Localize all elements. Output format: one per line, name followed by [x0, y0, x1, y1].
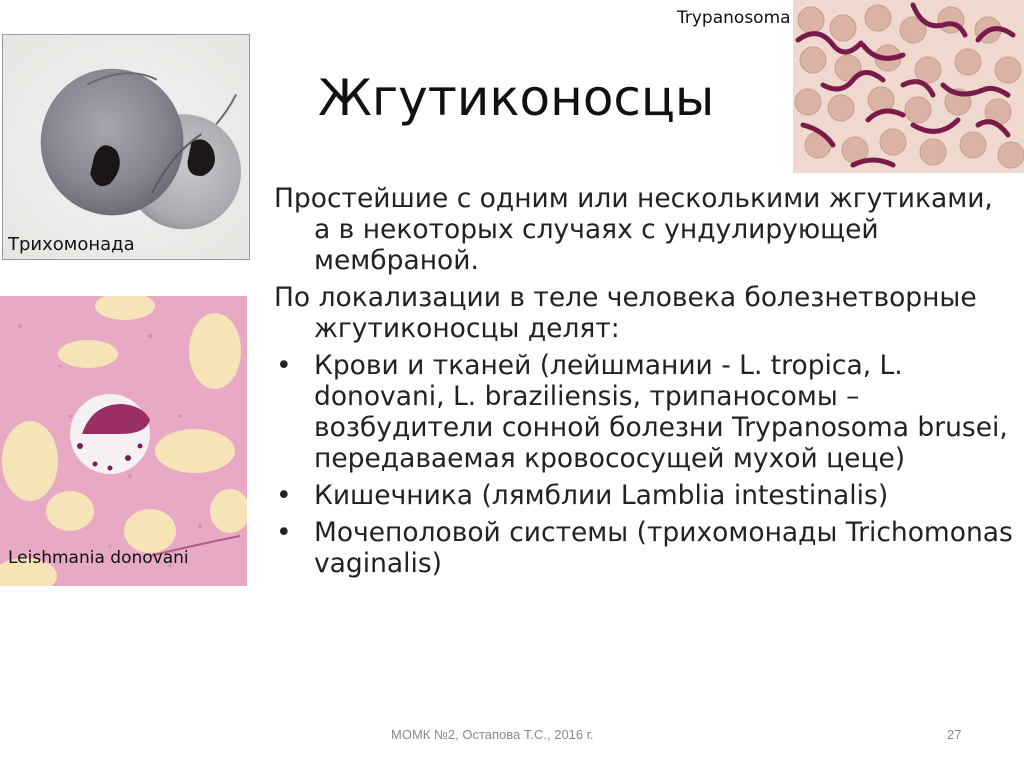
slide-body	[274, 183, 1014, 585]
page-number: 27	[947, 727, 962, 742]
trypanosoma-label: Trypanosoma	[677, 8, 791, 28]
bullet-icon: •	[276, 517, 292, 548]
trichomonas-image	[2, 34, 250, 260]
bullet-item-urogenital	[274, 517, 1014, 579]
trichomonas-label: Трихомонада	[8, 234, 135, 255]
bullet-list	[274, 350, 1014, 579]
bullet-icon: •	[276, 350, 292, 381]
bullet-icon: •	[276, 480, 292, 511]
bullet-text: Крови и тканей (лейшмании - L. tropica, L. donovani, L. braziliensis, трипаносомы – возбудители сонной болезни Trypanosoma brusei, передаваемая кровососущей мухой цеце)	[314, 350, 1008, 474]
bullet-item-blood	[274, 350, 1014, 474]
slide-footer: МОМК №2, Остапова Т.С., 2016 г.	[391, 727, 594, 742]
bullet-text: Мочеполовой системы (трихомонады Trichomonas vaginalis)	[314, 517, 1013, 579]
leishmania-label: Leishmania donovani	[8, 548, 189, 568]
paragraph-localization: По локализации в теле человека болезнетворные жгутиконосцы делят:	[274, 282, 977, 344]
leishmania-image	[0, 296, 247, 586]
trypanosoma-image	[793, 0, 1024, 173]
paragraph-intro: Простейшие с одним или несколькими жгутиками, а в некоторых случаях с ундулирующей мембраной.	[274, 183, 993, 276]
bullet-text: Кишечника (лямблии Lamblia intestinalis)	[314, 480, 889, 511]
bullet-item-intestine	[274, 480, 1014, 511]
slide-title: Жгутиконосцы	[318, 69, 715, 127]
